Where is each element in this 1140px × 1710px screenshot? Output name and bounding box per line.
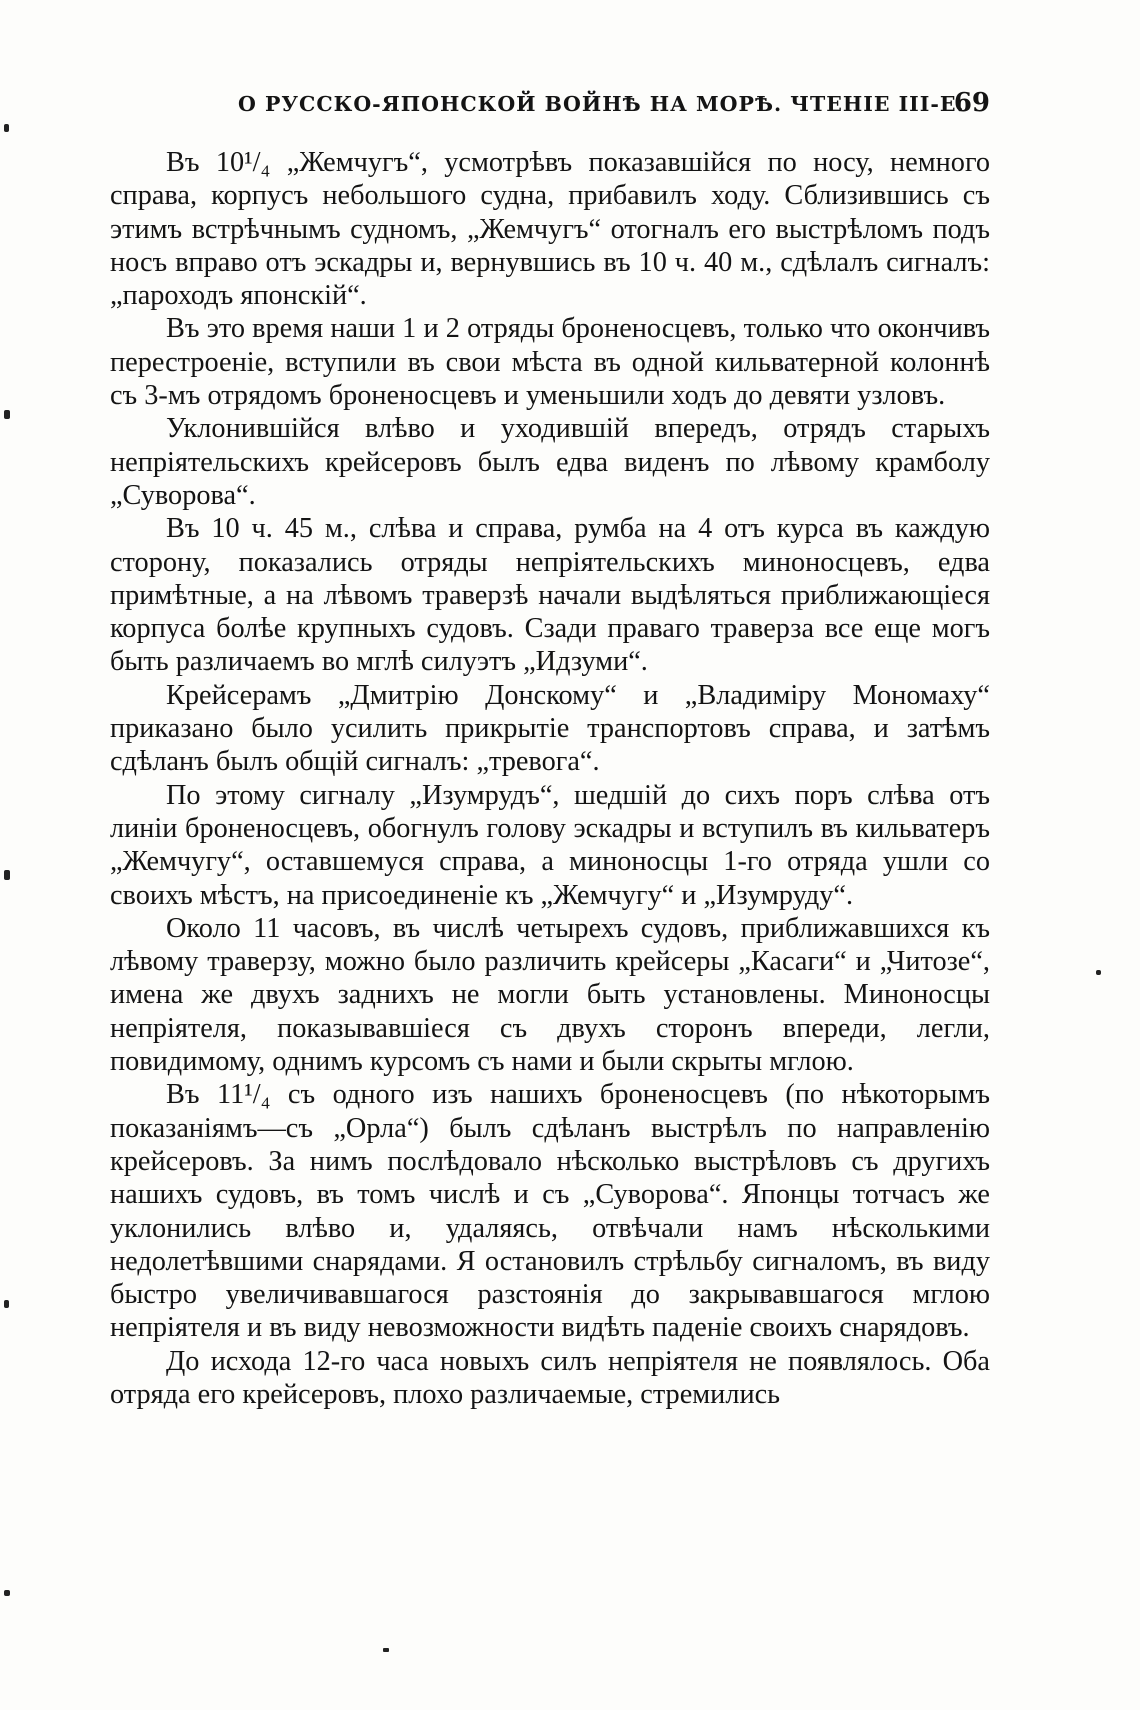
scan-speck — [4, 410, 10, 419]
scan-speck — [4, 1590, 10, 1596]
scan-speck — [1096, 970, 1101, 975]
paragraph-1: Въ 10¹/₄ „Жемчугъ“, усмотрѣвъ показавшійся по носу, немного справа, корпусъ небольшого судна, прибавилъ ходу. Сблизившись съ этимъ встрѣчнымъ судномъ, „Жемчугъ“ отогналъ его выстрѣломъ подъ носъ вправо отъ эскадры и, вернувшись въ 10 ч. 40 м., сдѣлалъ сигналъ: „пароходъ японскій“. — [110, 147, 990, 312]
paragraph-6: По этому сигналу „Изумрудъ“, шедшій до сихъ поръ слѣва отъ линіи броненосцевъ, обогнулъ голову эскадры и вступилъ въ кильватеръ „Жемчугу“, оставшемуся справа, а миноносцы 1-го отряда ушли со своихъ мѣстъ, на присоединеніе къ „Жемчугу“ и „Изумруду“. — [110, 779, 990, 911]
paragraph-4: Въ 10 ч. 45 м., слѣва и справа, румба на 4 отъ курса въ каждую сторону, показались отряды непріятельскихъ миноносцевъ, едва примѣтные, а на лѣвомъ траверзѣ начали выдѣляться приближающіеся корпуса болѣе крупныхъ судовъ. Сзади праваго траверза все еще могъ быть различаемъ во мглѣ силуэтъ „Идзуми“. — [110, 513, 990, 678]
paragraph-7: Около 11 часовъ, въ числѣ четырехъ судовъ, приближавшихся къ лѣвому траверзу, можно было различить крейсеры „Касаги“ и „Читозе“, имена же двухъ заднихъ не могли быть установлены. Миноносцы непріятеля, показывавшіеся съ двухъ сторонъ впереди, легли, повидимому, однимъ курсомъ съ нами и были скрыты мглою. — [110, 912, 990, 1078]
running-title: О РУССКО-ЯПОНСКОЙ ВОЙНѢ НА МОРѢ. ЧТЕНІЕ III-Е. — [238, 92, 965, 116]
paragraph-9: До исхода 12-го часа новыхъ силъ непріятеля не появлялось. Оба отряда его крейсеровъ, плохо различаемые, стремились — [110, 1345, 990, 1410]
footer-mark — [383, 1648, 389, 1652]
paragraph-3: Уклонившійся влѣво и уходившій впередъ, отрядъ старыхъ непріятельскихъ крейсеровъ былъ едва виденъ по лѣвому крамболу „Суворова“. — [110, 413, 990, 511]
paragraph-2: Въ это время наши 1 и 2 отряды броненосцевъ, только что окончивъ перестроеніе, вступили въ свои мѣста въ одной кильватерной колоннѣ съ 3-мъ отрядомъ броненосцевъ и уменьшили ходъ до девяти узловъ. — [110, 313, 990, 412]
paragraph-5: Крейсерамъ „Дмитрію Донскому“ и „Владиміру Мономаху“ приказано было усилить прикрытіе транспортовъ справа, и затѣмъ сдѣланъ былъ общій сигналъ: „тревога“. — [110, 679, 990, 778]
scan-speck — [4, 124, 9, 132]
paragraph-8: Въ 11¹/₄ съ одного изъ нашихъ броненосцевъ (по нѣкоторымъ показаніямъ—съ „Орла“) былъ сдѣланъ выстрѣлъ по направленію крейсеровъ. За нимъ послѣдовало нѣсколько выстрѣловъ съ другихъ нашихъ судовъ, въ томъ числѣ и съ „Суворова“. Японцы тотчасъ же уклонились влѣво и, удаляясь, отвѣчали намъ нѣсколькими недолетѣвшими снарядами. Я остановилъ стрѣльбу сигналомъ, въ виду быстро увеличивавшагося разстоянія до закрывавшагося мглою непріятеля и въ виду невозможности видѣть паденіе своихъ снарядовъ. — [110, 1079, 990, 1344]
scan-speck — [4, 870, 10, 880]
scan-speck — [4, 1300, 9, 1308]
body-text — [110, 146, 990, 1606]
running-head — [110, 88, 990, 124]
page-number: 69 — [953, 88, 990, 118]
